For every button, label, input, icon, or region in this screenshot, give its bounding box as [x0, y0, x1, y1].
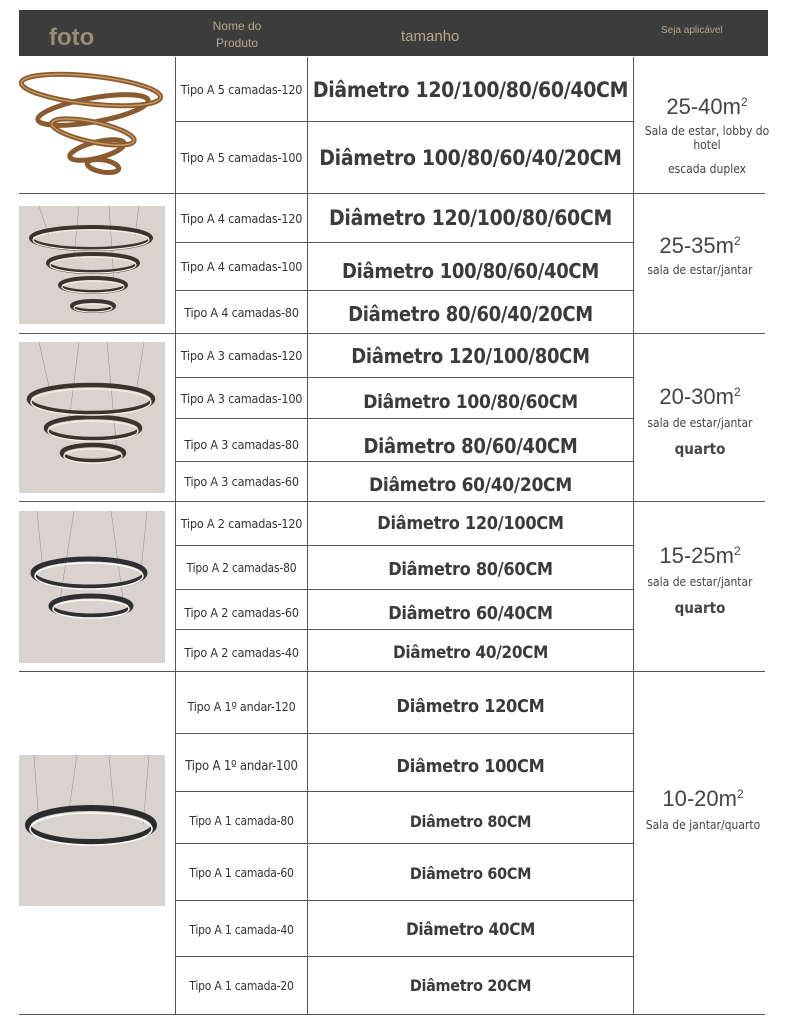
product-photo — [17, 62, 165, 188]
product-name: Tipo A 3 camadas-100 — [180, 390, 303, 406]
applicable-area — [634, 543, 766, 617]
applicable-area — [634, 384, 766, 458]
product-size: Diâmetro 60/40/20CM — [369, 474, 572, 496]
header-size-label: tamanho — [401, 28, 460, 45]
area-value — [634, 786, 772, 812]
2-ring-chandelier-photo-icon — [19, 511, 165, 663]
area-number: 25-35m — [659, 233, 734, 258]
header-name-label — [209, 18, 265, 52]
area-number: 15-25m — [659, 543, 734, 568]
product-name: Tipo A 1 camada-40 — [189, 923, 294, 937]
product-name: Tipo A 1º andar-100 — [185, 758, 298, 774]
product-name: Tipo A 1º andar-120 — [187, 699, 296, 714]
product-name: Tipo A 2 camadas-80 — [186, 560, 297, 575]
area-rooms: escada duplex — [667, 162, 747, 176]
area-number: 20-30m — [659, 384, 734, 409]
1-ring-chandelier-photo-icon — [19, 755, 165, 906]
product-name: Tipo A 2 camadas-40 — [184, 645, 299, 660]
product-name: Tipo A 4 camadas-100 — [180, 259, 303, 274]
product-size: Diâmetro 40CM — [405, 920, 536, 940]
product-name: Tipo A 1 camada-20 — [189, 978, 294, 993]
product-size: Diâmetro 120/100/80/60CM — [329, 206, 612, 230]
area-value — [634, 543, 766, 569]
area-unit: 2 — [733, 544, 741, 558]
product-name: Tipo A 5 camadas-120 — [180, 82, 303, 97]
area-rooms: Sala de estar, lobby do hotel — [644, 124, 770, 152]
header-name-line2: Produto — [215, 36, 259, 50]
product-size: Diâmetro 80CM — [409, 811, 532, 831]
area-rooms: quarto — [674, 440, 726, 458]
product-name: Tipo A 3 camadas-120 — [180, 348, 303, 363]
area-value — [634, 94, 780, 120]
area-number: 10-20m — [662, 786, 737, 811]
area-rooms: sala de estar/jantar — [647, 575, 753, 589]
area-rooms: Sala de jantar/quarto — [645, 818, 761, 832]
product-size: Diâmetro 120CM — [396, 696, 545, 717]
product-size: Diâmetro 100/80/60CM — [363, 390, 578, 413]
product-photo — [19, 511, 165, 663]
product-size: Diâmetro 120/100/80/60/40CM — [312, 77, 629, 102]
3-ring-chandelier-photo-icon — [19, 342, 165, 493]
product-name: Tipo A 3 camadas-60 — [184, 474, 299, 489]
4-ring-chandelier-photo-icon — [19, 206, 165, 324]
product-photo — [19, 342, 165, 493]
header-photo-label: foto — [49, 24, 95, 51]
product-size: Diâmetro 60CM — [409, 863, 532, 883]
area-rooms: sala de estar/jantar — [647, 263, 753, 277]
area-unit: 2 — [736, 787, 744, 801]
area-rooms: sala de estar/jantar — [647, 416, 753, 430]
product-name: Tipo A 1 camada-60 — [189, 866, 294, 880]
table-header — [19, 10, 768, 56]
product-photo — [19, 206, 165, 324]
area-value — [634, 233, 766, 259]
group-divider — [19, 1014, 765, 1015]
area-unit: 2 — [733, 385, 741, 399]
area-unit: 2 — [733, 234, 741, 248]
product-name: Tipo A 4 camadas-80 — [184, 304, 299, 320]
5-ring-chandelier-photo-icon — [17, 62, 165, 188]
area-rooms: quarto — [674, 599, 726, 617]
product-size: Diâmetro 100CM — [396, 755, 545, 777]
area-unit: 2 — [740, 95, 748, 109]
product-size: Diâmetro 80/60CM — [388, 558, 553, 580]
product-photo — [19, 755, 165, 906]
product-name: Tipo A 4 camadas-120 — [180, 210, 303, 226]
product-size: Diâmetro 60/40CM — [388, 602, 553, 624]
product-size: Diâmetro 40/20CM — [392, 642, 549, 663]
product-name: Tipo A 1 camada-80 — [189, 814, 294, 828]
product-size: Diâmetro 100/80/60/40/20CM — [319, 145, 622, 170]
applicable-area — [634, 786, 772, 832]
applicable-area — [634, 233, 766, 277]
product-size: Diâmetro 80/60/40CM — [363, 433, 578, 458]
column-divider-area — [633, 57, 634, 1015]
area-number: 25-40m — [666, 94, 741, 119]
header-applicable-label: Seja aplicável — [661, 25, 723, 36]
header-name-line1: Nome do — [212, 19, 262, 33]
product-size: Diâmetro 20CM — [409, 976, 532, 995]
product-size: Diâmetro 80/60/40/20CM — [348, 302, 593, 326]
product-size: Diâmetro 120/100CM — [377, 513, 564, 534]
product-size: Diâmetro 120/100/80CM — [351, 343, 590, 368]
area-value — [634, 384, 766, 410]
product-name: Tipo A 3 camadas-80 — [184, 437, 299, 452]
product-name: Tipo A 2 camadas-120 — [180, 516, 303, 531]
product-size: Diâmetro 100/80/60/40CM — [342, 259, 599, 283]
product-name: Tipo A 2 camadas-60 — [184, 605, 299, 620]
applicable-area — [634, 94, 780, 176]
product-name: Tipo A 5 camadas-100 — [180, 150, 303, 165]
